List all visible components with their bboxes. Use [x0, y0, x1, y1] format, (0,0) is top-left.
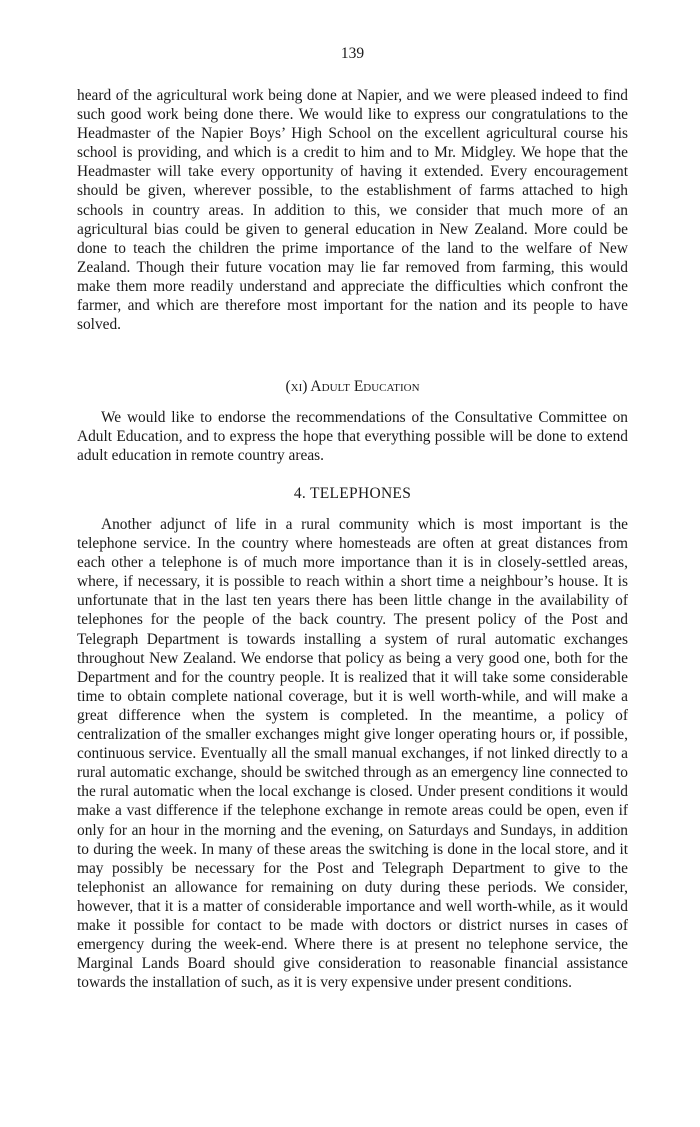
paragraph-telephones: Another adjunct of life in a rural community which is most important is the telephone service. In the country where homesteads are often at great distances from each other a telephone is of much more importance than it is in closely-settled areas, where, if necessary, it is possible to reach within a short time a neighbour’s house. It is unfortunate that in the last ten years there has been little change in the availability of telephones for the people of the back country. The present policy of the Post and Telegraph Department is towards installing a system of rural automatic exchanges throughout New Zealand. We endorse that policy as being a very good one, both for the Department and for the country people. It is realized that it will take some considerable time to obtain complete national coverage, but it is well worth-while, and will make a great difference when the system is completed. In the meantime, a policy of centralization of the smaller exchanges might give longer operating hours or, if possible, continuous service. Eventually all the small manual exchanges, if not linked directly to a rural automatic exchange, should be switched through as an emergency line connected to the rural automatic when the local exchange is closed. Under present conditions it would make a vast difference if the telephone exchange in remote areas could be open, even if only for an hour in the morning and the evening, on Saturdays and Sundays, in addition to during the week. In many of these areas the switching is done in the local store, and it may possibly be necessary for the Post and Telegraph Department to give to the telephonist an allowance for remaining on duty during these periods. We consider, however, that it is a matter of considerable importance and well worth-while, as it would make it possible for contact to be made with doctors or district nurses in cases of emergency during the week-end. Where there is at present no telephone service, the Marginal Lands Board should give consideration to reasonable financial assistance towards the installation of such, as it is very expensive under present conditions.	[77, 516, 628, 992]
paragraph-agricultural-education: heard of the agricultural work being done at Napier, and we were pleased indeed to find such good work being done there. We would like to express our congratulations to the Headmaster of the Napier Boys’ High School on the excellent agricultural course his school is providing, and which is a credit to him and to Mr. Midgley. We hope that the Headmaster will take every opportunity of having it extended. Every encouragement should be given, wherever possible, to the establishment of farms attached to high schools in country areas. In addition to this, we consider that much more of an agricultural bias could be given to general education in New Zealand. More could be done to teach the children the prime importance of the land to the welfare of New Zealand. Though their future vocation may lie far removed from farming, this would make them more readily understand and appreciate the difficulties which confront the farmer, and which are therefore most important for the nation and its people to have solved.	[77, 87, 628, 334]
paragraph-adult-education: We would like to endorse the recommendations of the Consultative Committee on Adult Education, and to express the hope that everything possible will be done to extend adult education in remote country areas.	[77, 409, 628, 465]
heading-telephones: 4. TELEPHONES	[293, 485, 412, 502]
heading-adult-education: (xi) Adult Education	[285, 378, 420, 395]
page-number: 139	[340, 45, 365, 62]
